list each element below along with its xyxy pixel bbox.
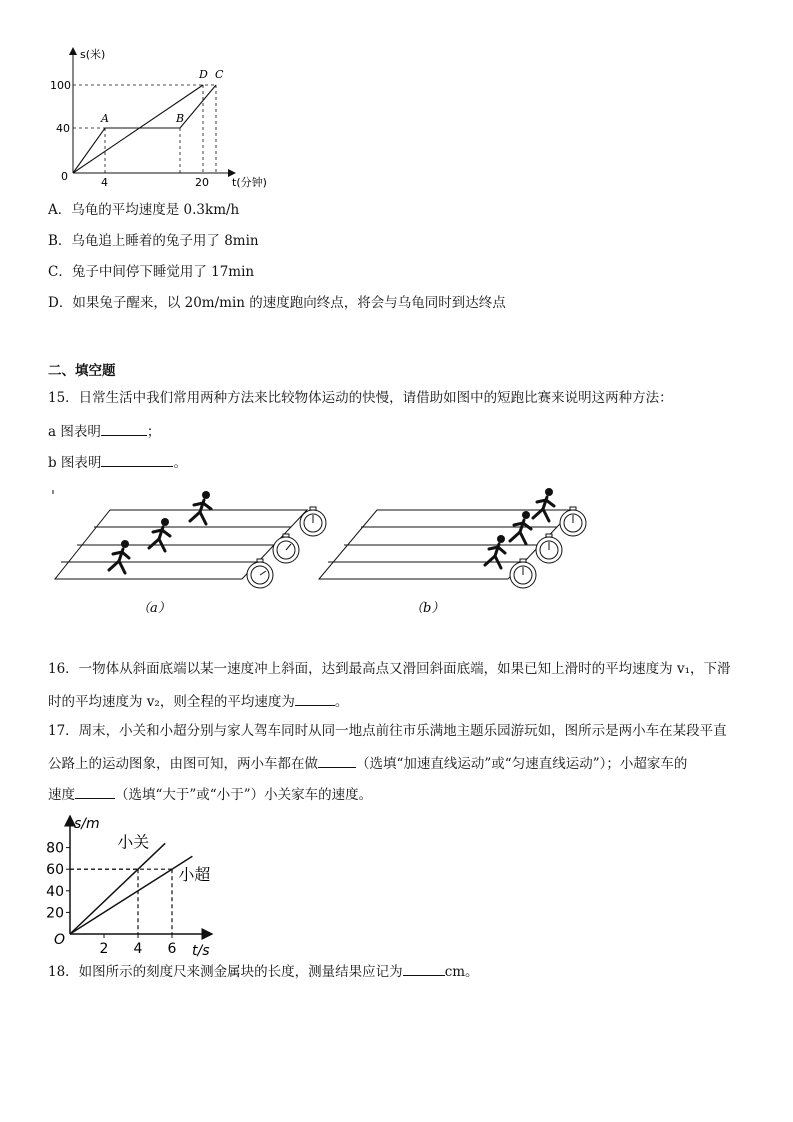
caption-b: （b） — [410, 601, 445, 616]
q15-a-blank[interactable] — [101, 421, 147, 436]
stopwatch-a2-icon — [273, 534, 299, 563]
option-a[interactable]: A．乌龟的平均速度是 0.3km/h — [48, 202, 240, 218]
point-b-label: B — [176, 112, 185, 125]
q17-line3-suffix: （选填“大于”或“小于”）小关家车的速度。 — [115, 787, 373, 803]
runner-b1-icon — [485, 535, 505, 568]
race-figure — [45, 482, 605, 622]
q17-line1: 17．周末，小关和小超分别与家人驾车同时从同一地点前往市乐满地主题乐园游玩如，图所示是两小车在某段平直 — [48, 723, 727, 739]
x-axis-label: t(分钟) — [232, 176, 267, 189]
caption-a: （a） — [137, 601, 171, 616]
q18-prefix: 18．如图所示的刻度尺来测金属块的长度，测量结果应记为 — [48, 964, 403, 980]
series-label-2: 小超 — [178, 865, 211, 885]
runner-b3-icon — [533, 488, 554, 521]
st-chart-cars — [48, 810, 228, 958]
q18-line — [48, 961, 479, 981]
q17-blank2[interactable] — [75, 784, 115, 799]
q17-blank1[interactable] — [318, 753, 356, 768]
stopwatch-b1-icon — [560, 507, 586, 536]
q16-suffix: 。 — [334, 694, 349, 710]
y-tick-100: 100 — [50, 79, 71, 92]
q18-suffix: cm。 — [444, 964, 479, 980]
y-tick-label: 60 — [46, 862, 64, 879]
q15-a-prefix: a 图表明 — [48, 424, 101, 440]
y-tick-label: 80 — [46, 840, 64, 857]
q18-blank[interactable] — [403, 961, 445, 976]
stopwatch-b2-icon — [536, 534, 562, 563]
series-line-2 — [70, 856, 192, 934]
runner-a3-icon — [190, 491, 211, 524]
stopwatch-b3-icon — [510, 559, 536, 588]
point-c-label: C — [215, 68, 224, 81]
stopwatch-a1-icon — [300, 507, 326, 536]
stopwatch-a3-icon — [247, 559, 273, 588]
y-tick-label: 40 — [46, 883, 64, 900]
q15-a-suffix: ； — [146, 424, 161, 440]
point-d-label: D — [199, 68, 208, 81]
y-tick-label: 20 — [46, 905, 64, 922]
x-tick-20: 20 — [195, 176, 209, 189]
x-tick-label: 6 — [167, 941, 177, 957]
origin-label: O — [54, 932, 66, 948]
option-c[interactable]: C．兔子中间停下睡觉用了 17min — [48, 264, 255, 280]
option-b[interactable]: B．乌龟追上睡着的兔子用了 8min — [48, 233, 259, 249]
runner-a2-icon — [149, 518, 170, 551]
point-a-label: A — [101, 112, 109, 125]
q15-b-blank[interactable] — [101, 452, 173, 467]
x-axis-label: t/s — [192, 943, 210, 959]
series-line-1 — [70, 843, 165, 934]
q17-line3-prefix: 速度 — [48, 787, 75, 803]
q17-line2-suffix: （选填“加速直线运动”或“匀速直线运动”）；小超家车的 — [356, 756, 688, 772]
q16-line1: 16．一物体从斜面底端以某一速度冲上斜面，达到最高点又滑回斜面底端，如果已知上滑时的平均速度为 v₁，下滑 — [48, 661, 731, 677]
q15-b-prefix: b 图表明 — [48, 455, 102, 471]
q16-line2 — [48, 691, 348, 711]
y-axis-label: s(米) — [80, 48, 106, 61]
section-title: 二、填空题 — [48, 363, 116, 379]
q16-blank[interactable] — [295, 691, 335, 706]
origin-label: 0 — [61, 170, 68, 183]
x-tick-4: 4 — [101, 176, 108, 189]
q15-a-line — [48, 421, 160, 441]
q17-line3 — [48, 784, 372, 804]
q16-prefix: 时的平均速度为 v₂，则全程的平均速度为 — [48, 694, 295, 710]
q15-b-line — [48, 452, 187, 472]
turtle-line — [73, 85, 203, 173]
y-axis-label: s/m — [74, 816, 100, 832]
st-graph-turtle-rabbit — [50, 40, 290, 195]
option-d[interactable]: D．如果兔子醒来，以 20m/min 的速度跑向终点，将会与乌龟同时到达终点 — [48, 295, 506, 311]
q15-b-suffix: 。 — [173, 455, 187, 471]
x-tick-label: 4 — [133, 941, 143, 957]
q17-line2 — [48, 753, 687, 773]
rabbit-line — [73, 85, 216, 173]
x-tick-label: 2 — [99, 941, 109, 957]
q15-text: 15．日常生活中我们常用两种方法来比较物体运动的快慢，请借助如图中的短跑比赛来说明这两种方法： — [48, 390, 673, 406]
y-tick-40: 40 — [56, 122, 70, 135]
series-label-1: 小关 — [117, 832, 150, 852]
q17-line2-prefix: 公路上的运动图象，由图可知，两小车都在做 — [48, 756, 318, 772]
